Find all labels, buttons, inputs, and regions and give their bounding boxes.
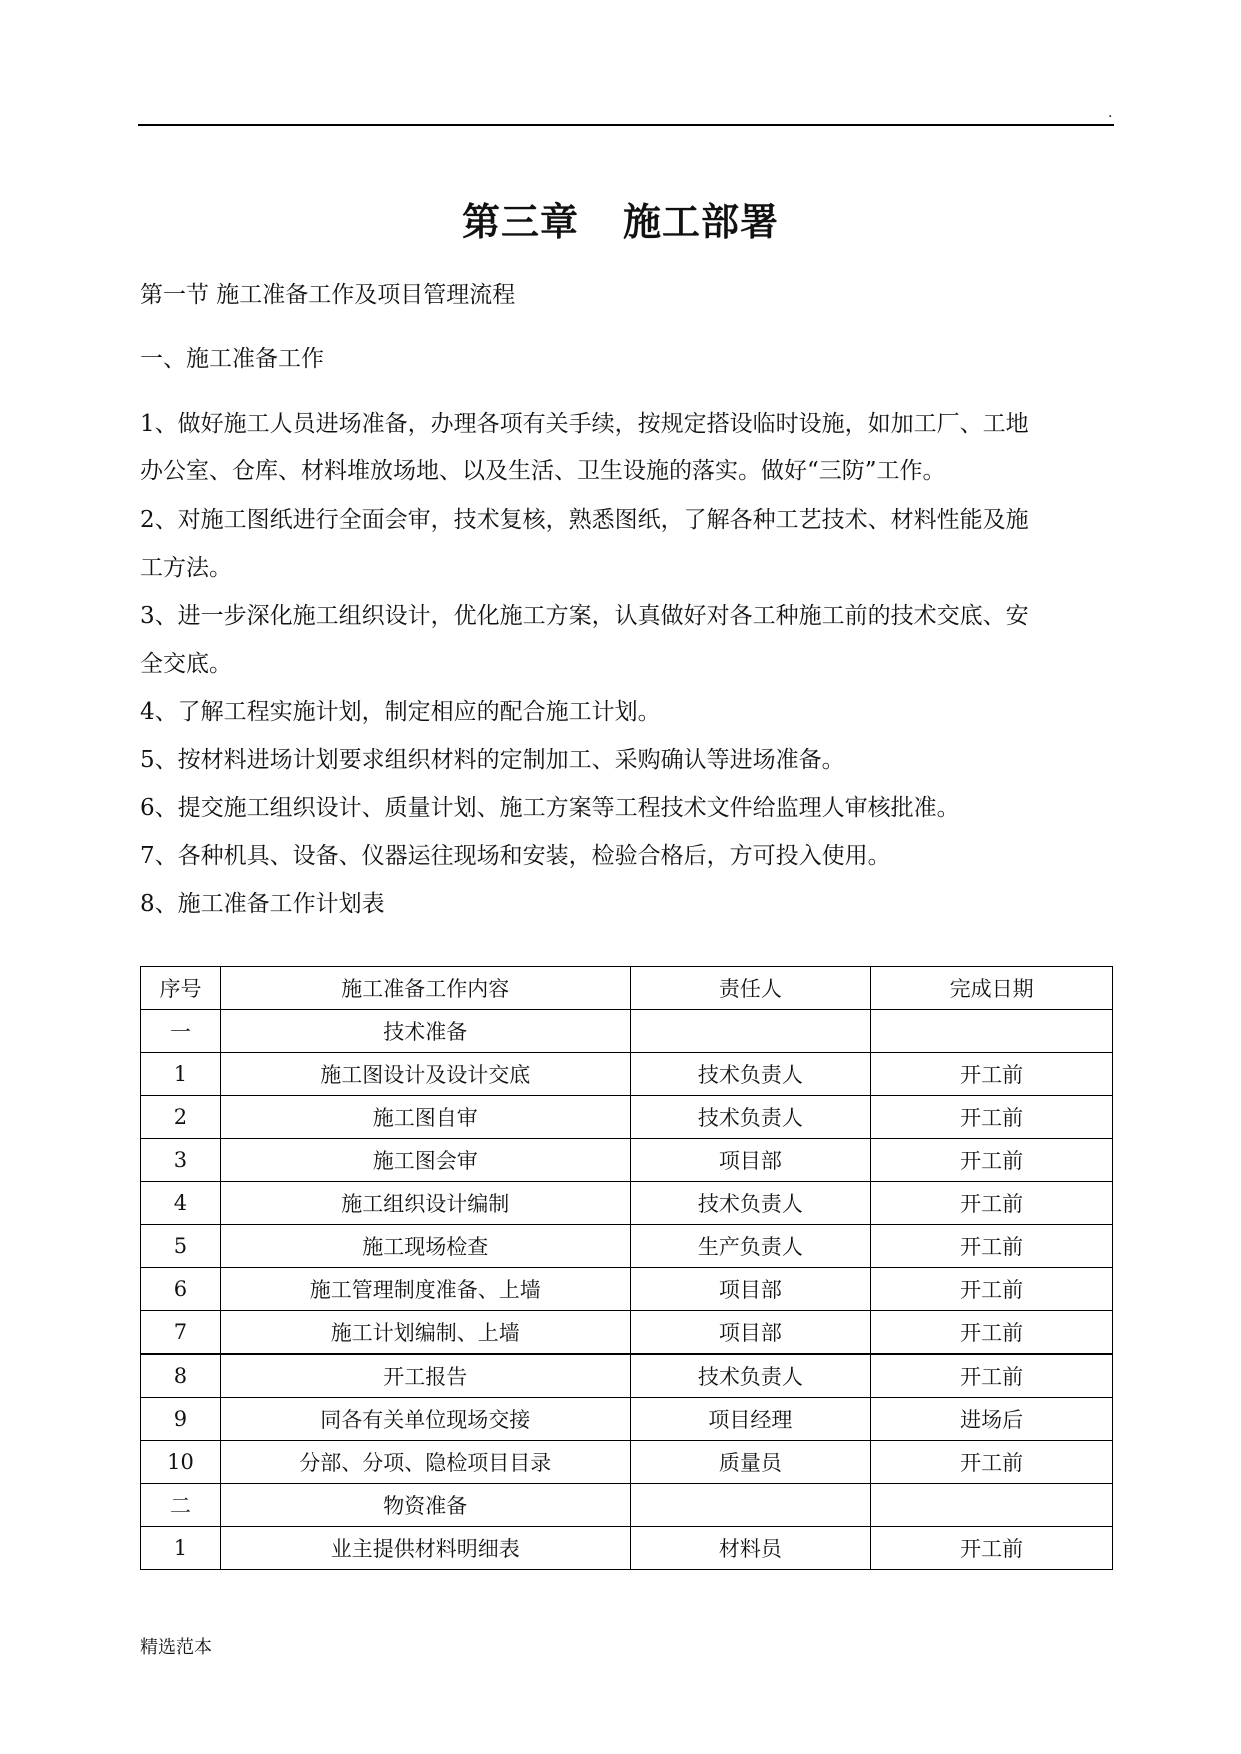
owner-cell: 项目部 [630,1139,871,1182]
header-cell: 责任人 [630,967,871,1010]
row-number-cell: 9 [141,1398,221,1441]
row-number-cell: 2 [141,1096,221,1139]
row-number-cell: 一 [141,1010,221,1053]
row-number-cell: 1 [141,1053,221,1096]
section-heading: 第一节 施工准备工作及项目管理流程 [140,282,516,308]
task-cell: 同各有关单位现场交接 [220,1398,630,1441]
paragraph-line: 工方法。 [140,555,232,581]
table-row [141,1441,1113,1484]
row-number-cell: 8 [141,1354,221,1398]
due-cell: 开工前 [871,1527,1113,1570]
table-row [141,1268,1113,1311]
owner-cell: 项目部 [630,1268,871,1311]
header-mark: . [1108,105,1113,121]
row-number-cell: 1 [141,1527,221,1570]
paragraph-line: 6、提交施工组织设计、质量计划、施工方案等工程技术文件给监理人审核批准。 [140,795,960,821]
task-cell: 开工报告 [220,1354,630,1398]
paragraph-line: 8、施工准备工作计划表 [140,891,385,917]
owner-cell: 项目部 [630,1311,871,1355]
table-row [141,1398,1113,1441]
owner-cell: 技术负责人 [630,1053,871,1096]
task-cell: 施工现场检查 [220,1225,630,1268]
row-number-cell: 7 [141,1311,221,1355]
table-row [141,1354,1113,1398]
owner-cell: 项目经理 [630,1398,871,1441]
owner-cell [630,1484,871,1527]
owner-cell: 技术负责人 [630,1096,871,1139]
paragraph-line: 7、各种机具、设备、仪器运往现场和安装，检验合格后，方可投入使用。 [140,843,891,869]
preparation-plan-table [140,966,1113,1570]
task-cell: 施工计划编制、上墙 [220,1311,630,1355]
task-cell: 业主提供材料明细表 [220,1527,630,1570]
table-row [141,1311,1113,1355]
due-cell: 开工前 [871,1441,1113,1484]
task-cell: 施工管理制度准备、上墙 [220,1268,630,1311]
table-row [141,1053,1113,1096]
due-cell: 开工前 [871,1139,1113,1182]
row-number-cell: 5 [141,1225,221,1268]
due-cell: 开工前 [871,1182,1113,1225]
due-cell: 开工前 [871,1053,1113,1096]
task-cell: 施工图设计及设计交底 [220,1053,630,1096]
paragraph-line: 3、进一步深化施工组织设计，优化施工方案，认真做好对各工种施工前的技术交底、安 [140,603,1029,629]
chapter-number: 第三章 [461,199,579,244]
table-row [141,1182,1113,1225]
owner-cell: 生产负责人 [630,1225,871,1268]
task-cell: 施工图自审 [220,1096,630,1139]
task-cell: 施工图会审 [220,1139,630,1182]
chapter-name: 施工部署 [623,199,780,244]
table-row [141,1484,1113,1527]
task-cell: 分部、分项、隐检项目目录 [220,1441,630,1484]
header-cell: 施工准备工作内容 [220,967,630,1010]
row-number-cell: 10 [141,1441,221,1484]
task-cell: 技术准备 [220,1010,630,1053]
table-row [141,1096,1113,1139]
due-cell [871,1484,1113,1527]
owner-cell: 材料员 [630,1527,871,1570]
paragraph-line: 5、按材料进场计划要求组织材料的定制加工、采购确认等进场准备。 [140,747,845,773]
due-cell: 开工前 [871,1311,1113,1355]
subsection-heading: 一、施工准备工作 [140,346,324,372]
paragraph-line: 全交底。 [140,651,232,677]
header-rule [138,124,1114,126]
row-number-cell: 4 [141,1182,221,1225]
table-row [141,1010,1113,1053]
owner-cell: 技术负责人 [630,1354,871,1398]
owner-cell [630,1010,871,1053]
owner-cell: 质量员 [630,1441,871,1484]
paragraph-line: 2、对施工图纸进行全面会审，技术复核，熟悉图纸，了解各种工艺技术、材料性能及施 [140,507,1029,533]
header-cell: 序号 [141,967,221,1010]
due-cell: 开工前 [871,1096,1113,1139]
table-row [141,1139,1113,1182]
header-cell: 完成日期 [871,967,1113,1010]
paragraph-line: 办公室、仓库、材料堆放场地、以及生活、卫生设施的落实。做好“三防”工作。 [140,458,946,484]
table-header-row [141,967,1113,1010]
paragraph-line: 1、做好施工人员进场准备，办理各项有关手续，按规定搭设临时设施，如加工厂、工地 [140,411,1029,437]
task-cell: 物资准备 [220,1484,630,1527]
table-row [141,1527,1113,1570]
row-number-cell: 3 [141,1139,221,1182]
due-cell: 开工前 [871,1268,1113,1311]
due-cell: 开工前 [871,1354,1113,1398]
row-number-cell: 二 [141,1484,221,1527]
due-cell: 开工前 [871,1225,1113,1268]
paragraph-line: 4、了解工程实施计划，制定相应的配合施工计划。 [140,699,661,725]
page-footer: 精选范本 [140,1637,212,1658]
due-cell [871,1010,1113,1053]
task-cell: 施工组织设计编制 [220,1182,630,1225]
chapter-title [0,196,1241,248]
due-cell: 进场后 [871,1398,1113,1441]
row-number-cell: 6 [141,1268,221,1311]
table-row [141,1225,1113,1268]
owner-cell: 技术负责人 [630,1182,871,1225]
